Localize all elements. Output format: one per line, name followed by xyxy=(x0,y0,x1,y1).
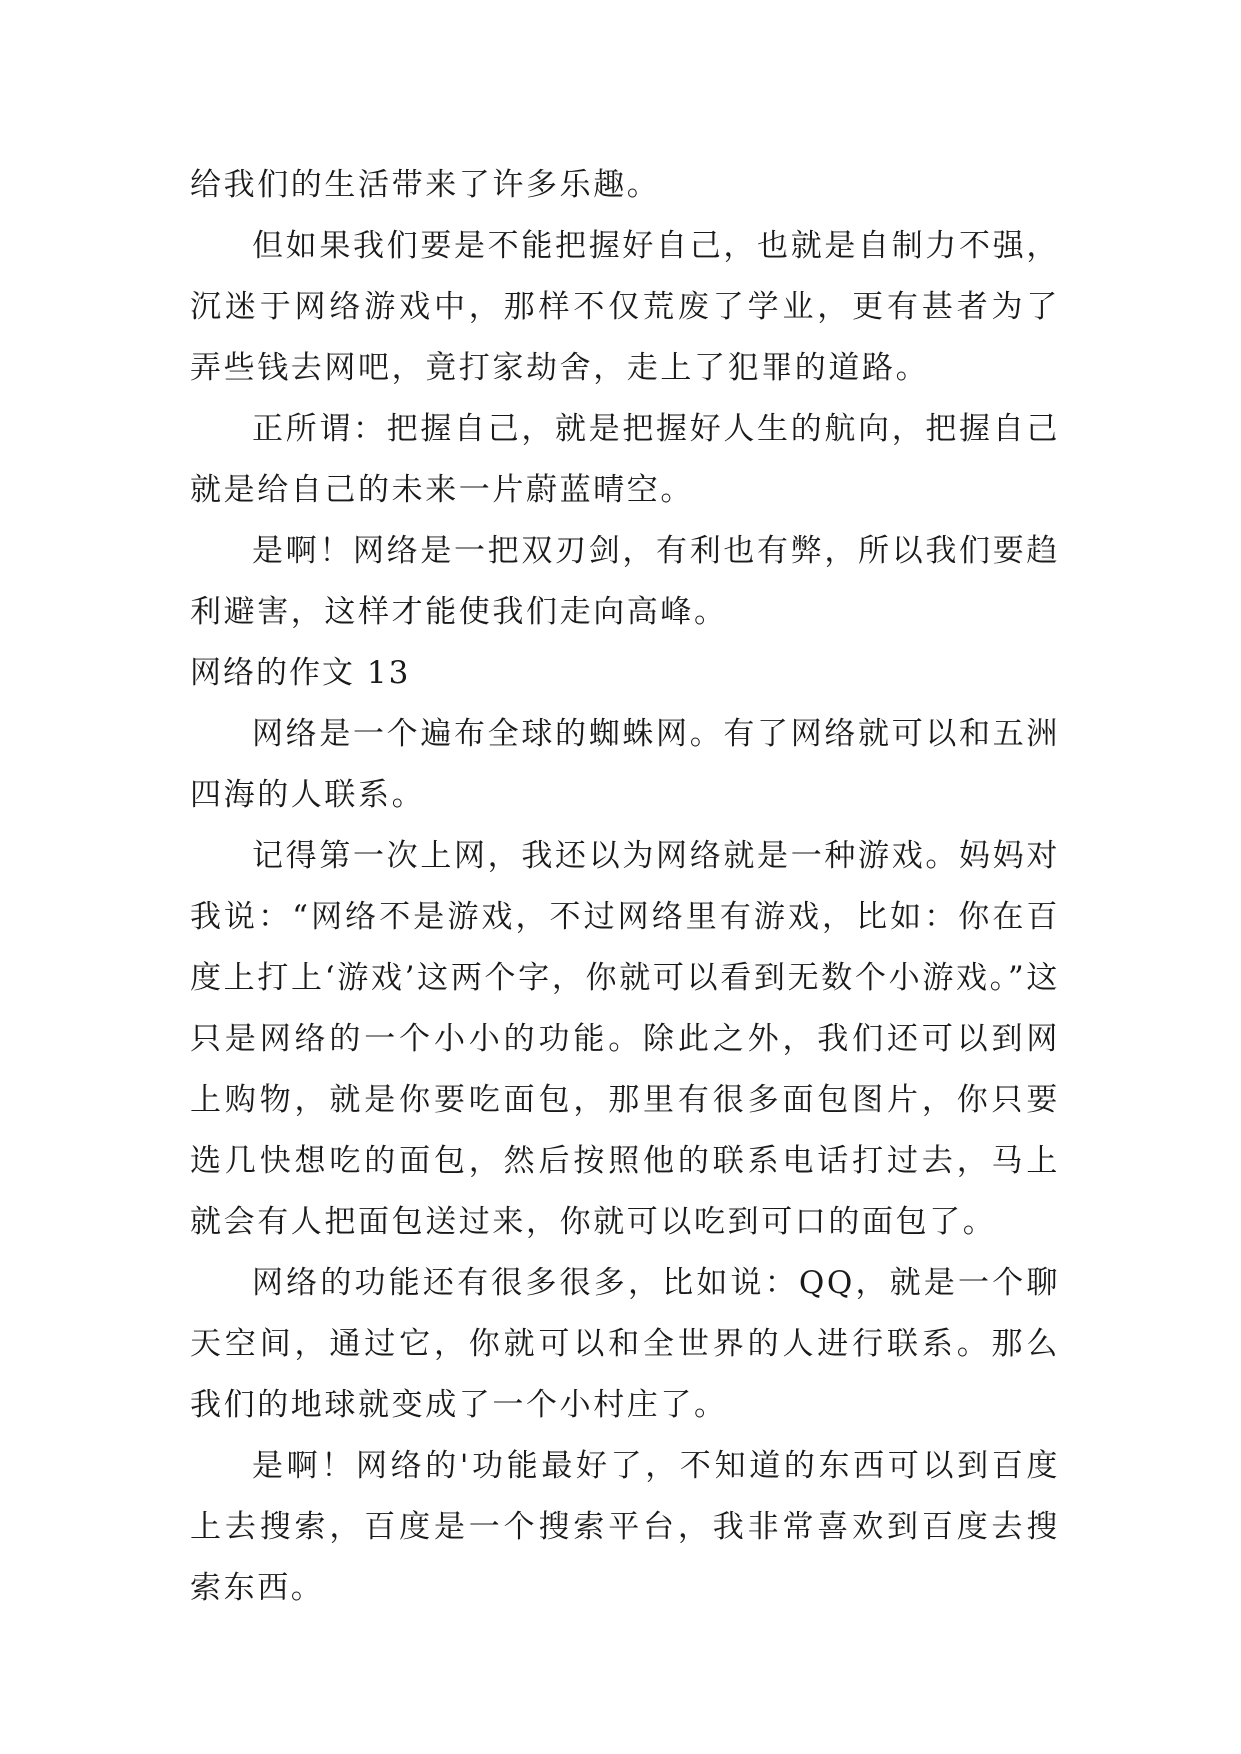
paragraph: 网络是一个遍布全球的蜘蛛网。有了网络就可以和五洲四海的人联系。 xyxy=(190,716,1060,813)
document-page xyxy=(190,155,1060,1619)
paragraph: 正所谓：把握自己，就是把握好人生的航向，把握自己就是给自己的未来一片蔚蓝晴空。 xyxy=(190,411,1060,508)
paragraph: 网络的功能还有很多很多，比如说：QQ，就是一个聊天空间，通过它，你就可以和全世界的人进行联系。那么我们的地球就变成了一个小村庄了。 xyxy=(190,1265,1060,1423)
paragraph: 记得第一次上网，我还以为网络就是一种游戏。妈妈对我说：“网络不是游戏，不过网络里有游戏，比如：你在百度上打上‘游戏’这两个字，你就可以看到无数个小游戏。”这只是网络的一个小小的功能。除此之外，我们还可以到网上购物，就是你要吃面包，那里有很多面包图片，你只要选几快想吃的面包，然后按照他的联系电话打过去，马上就会有人把面包送过来，你就可以吃到可口的面包了。 xyxy=(190,838,1060,1240)
paragraph-continuation: 给我们的生活带来了许多乐趣。 xyxy=(190,167,661,203)
paragraph: 是啊！网络是一把双刃剑，有利也有弊，所以我们要趋利避害，这样才能使我们走向高峰。 xyxy=(190,533,1060,630)
paragraph: 是啊！网络的'功能最好了，不知道的东西可以到百度上去搜索，百度是一个搜索平台，我非常喜欢到百度去搜索东西。 xyxy=(190,1448,1060,1606)
paragraph: 但如果我们要是不能把握好自己，也就是自制力不强，沉迷于网络游戏中，那样不仅荒废了学业，更有甚者为了弄些钱去网吧，竟打家劫舍，走上了犯罪的道路。 xyxy=(190,228,1060,386)
section-title: 网络的作文 13 xyxy=(190,655,411,691)
